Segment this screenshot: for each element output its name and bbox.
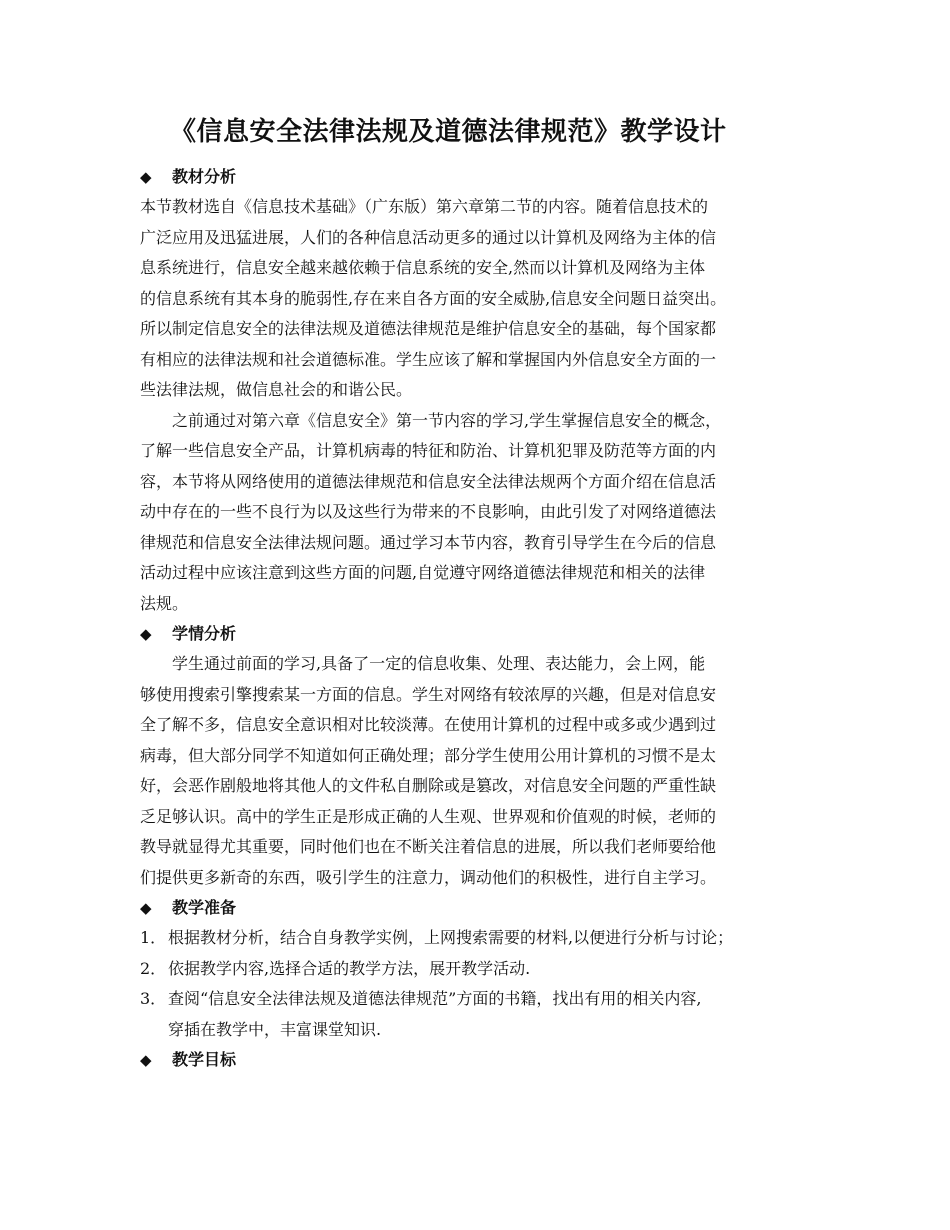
document-page	[140, 112, 820, 1075]
text-line: 全了解不多，信息安全意识相对比较淡薄。在使用计算机的过程中或多或少遇到过	[140, 715, 717, 734]
list-item	[140, 984, 820, 1045]
text-line: 有相应的法律法规和社会道德标准。学生应该了解和掌握国内外信息安全方面的一	[140, 349, 717, 369]
text-line: 法规。	[140, 593, 189, 613]
paragraph	[140, 406, 820, 620]
section-heading: ◆ 学情分析	[140, 619, 820, 649]
text-line: 之前通过对第六章《信息安全》第一节内容的学习,学生掌握信息安全的概念，	[172, 410, 722, 430]
text-line: 动中存在的一些不良行为以及这些行为带来的不良影响，由此引发了对网络道德法	[140, 502, 717, 521]
list-number: 3．	[140, 989, 167, 1008]
section-heading: ◆ 教学准备	[140, 893, 820, 923]
diamond-bullet-icon: ◆	[140, 1051, 152, 1069]
text-line: 些法律法规，做信息社会的和谐公民。	[140, 380, 413, 399]
text-line: 教导就显得尤其重要，同时他们也在不断关注着信息的进展，所以我们老师要给他	[140, 837, 717, 856]
section-heading: ◆ 教材分析	[140, 162, 820, 192]
section-teaching-preparation	[140, 893, 820, 1045]
list-item	[140, 954, 820, 985]
list-text: 查阅“信息安全法律法规及道德法律规范”方面的书籍，找出有用的相关内容,	[168, 989, 702, 1008]
diamond-bullet-icon: ◆	[140, 899, 152, 917]
list-text: 依据教学内容,选择合适的教学方法，展开教学活动.	[168, 958, 531, 978]
text-line: 病毒，但大部分同学不知道如何正确处理；部分学生使用公用计算机的习惯不是太	[140, 745, 717, 765]
text-line: 好，会恶作剧般地将其他人的文件私自删除或是篡改，对信息安全问题的严重性缺	[140, 776, 717, 795]
text-line: 的信息系统有其本身的脆弱性,存在来自各方面的安全威胁,信息安全问题日益突出。	[140, 288, 727, 308]
section-textbook-analysis	[140, 162, 820, 619]
section-teaching-objectives	[140, 1045, 820, 1075]
text-line: 们提供更多新奇的东西，吸引学生的注意力，调动他们的积极性，进行自主学习。	[140, 867, 717, 887]
text-line: 乏足够认识。高中的学生正是形成正确的人生观、世界观和价值观的时候，老师的	[140, 806, 717, 826]
text-line: 够使用搜索引擎搜索某一方面的信息。学生对网络有较浓厚的兴趣，但是对信息安	[140, 684, 717, 704]
text-line: 容，本节将从网络使用的道德法律规范和信息安全法律法规两个方面介绍在信息活	[140, 471, 717, 491]
document-title: 《信息安全法律法规及道德法律规范》教学设计	[170, 117, 727, 147]
paragraph	[140, 192, 820, 406]
text-line: 广泛应用及迅猛进展，人们的各种信息活动更多的通过以计算机及网络为主体的信	[140, 227, 717, 247]
paragraph	[140, 649, 820, 893]
list-item	[140, 923, 820, 954]
text-line: 息系统进行，信息安全越来越依赖于信息系统的安全,然而以计算机及网络为主体	[140, 258, 706, 277]
diamond-bullet-icon: ◆	[140, 168, 152, 186]
text-line: 本节教材选自《信息技术基础》（广东版）第六章第二节的内容。随着信息技术的	[140, 197, 709, 216]
text-line: 学生通过前面的学习,具备了一定的信息收集、处理、表达能力，会上网，能	[172, 654, 706, 673]
list-text: 穿插在教学中，丰富课堂知识.	[168, 1019, 382, 1039]
text-line: 活动过程中应该注意到这些方面的问题,自觉遵守网络道德法律规范和相关的法律	[140, 563, 706, 582]
diamond-bullet-icon: ◆	[140, 625, 152, 643]
text-line: 律规范和信息安全法律法规问题。通过学习本节内容，教育引导学生在今后的信息	[140, 532, 717, 552]
text-line: 所以制定信息安全的法律法规及道德法律规范是维护信息安全的基础，每个国家都	[140, 319, 717, 338]
list-number: 2．	[140, 958, 167, 978]
list-number: 1．	[140, 928, 167, 947]
section-heading: ◆ 教学目标	[140, 1045, 820, 1075]
section-student-analysis	[140, 619, 820, 893]
text-line: 了解一些信息安全产品，计算机病毒的特征和防治、计算机犯罪及防范等方面的内	[140, 441, 717, 460]
list-text: 根据教材分析，结合自身教学实例，上网搜索需要的材料,以便进行分析与讨论；	[168, 928, 734, 947]
